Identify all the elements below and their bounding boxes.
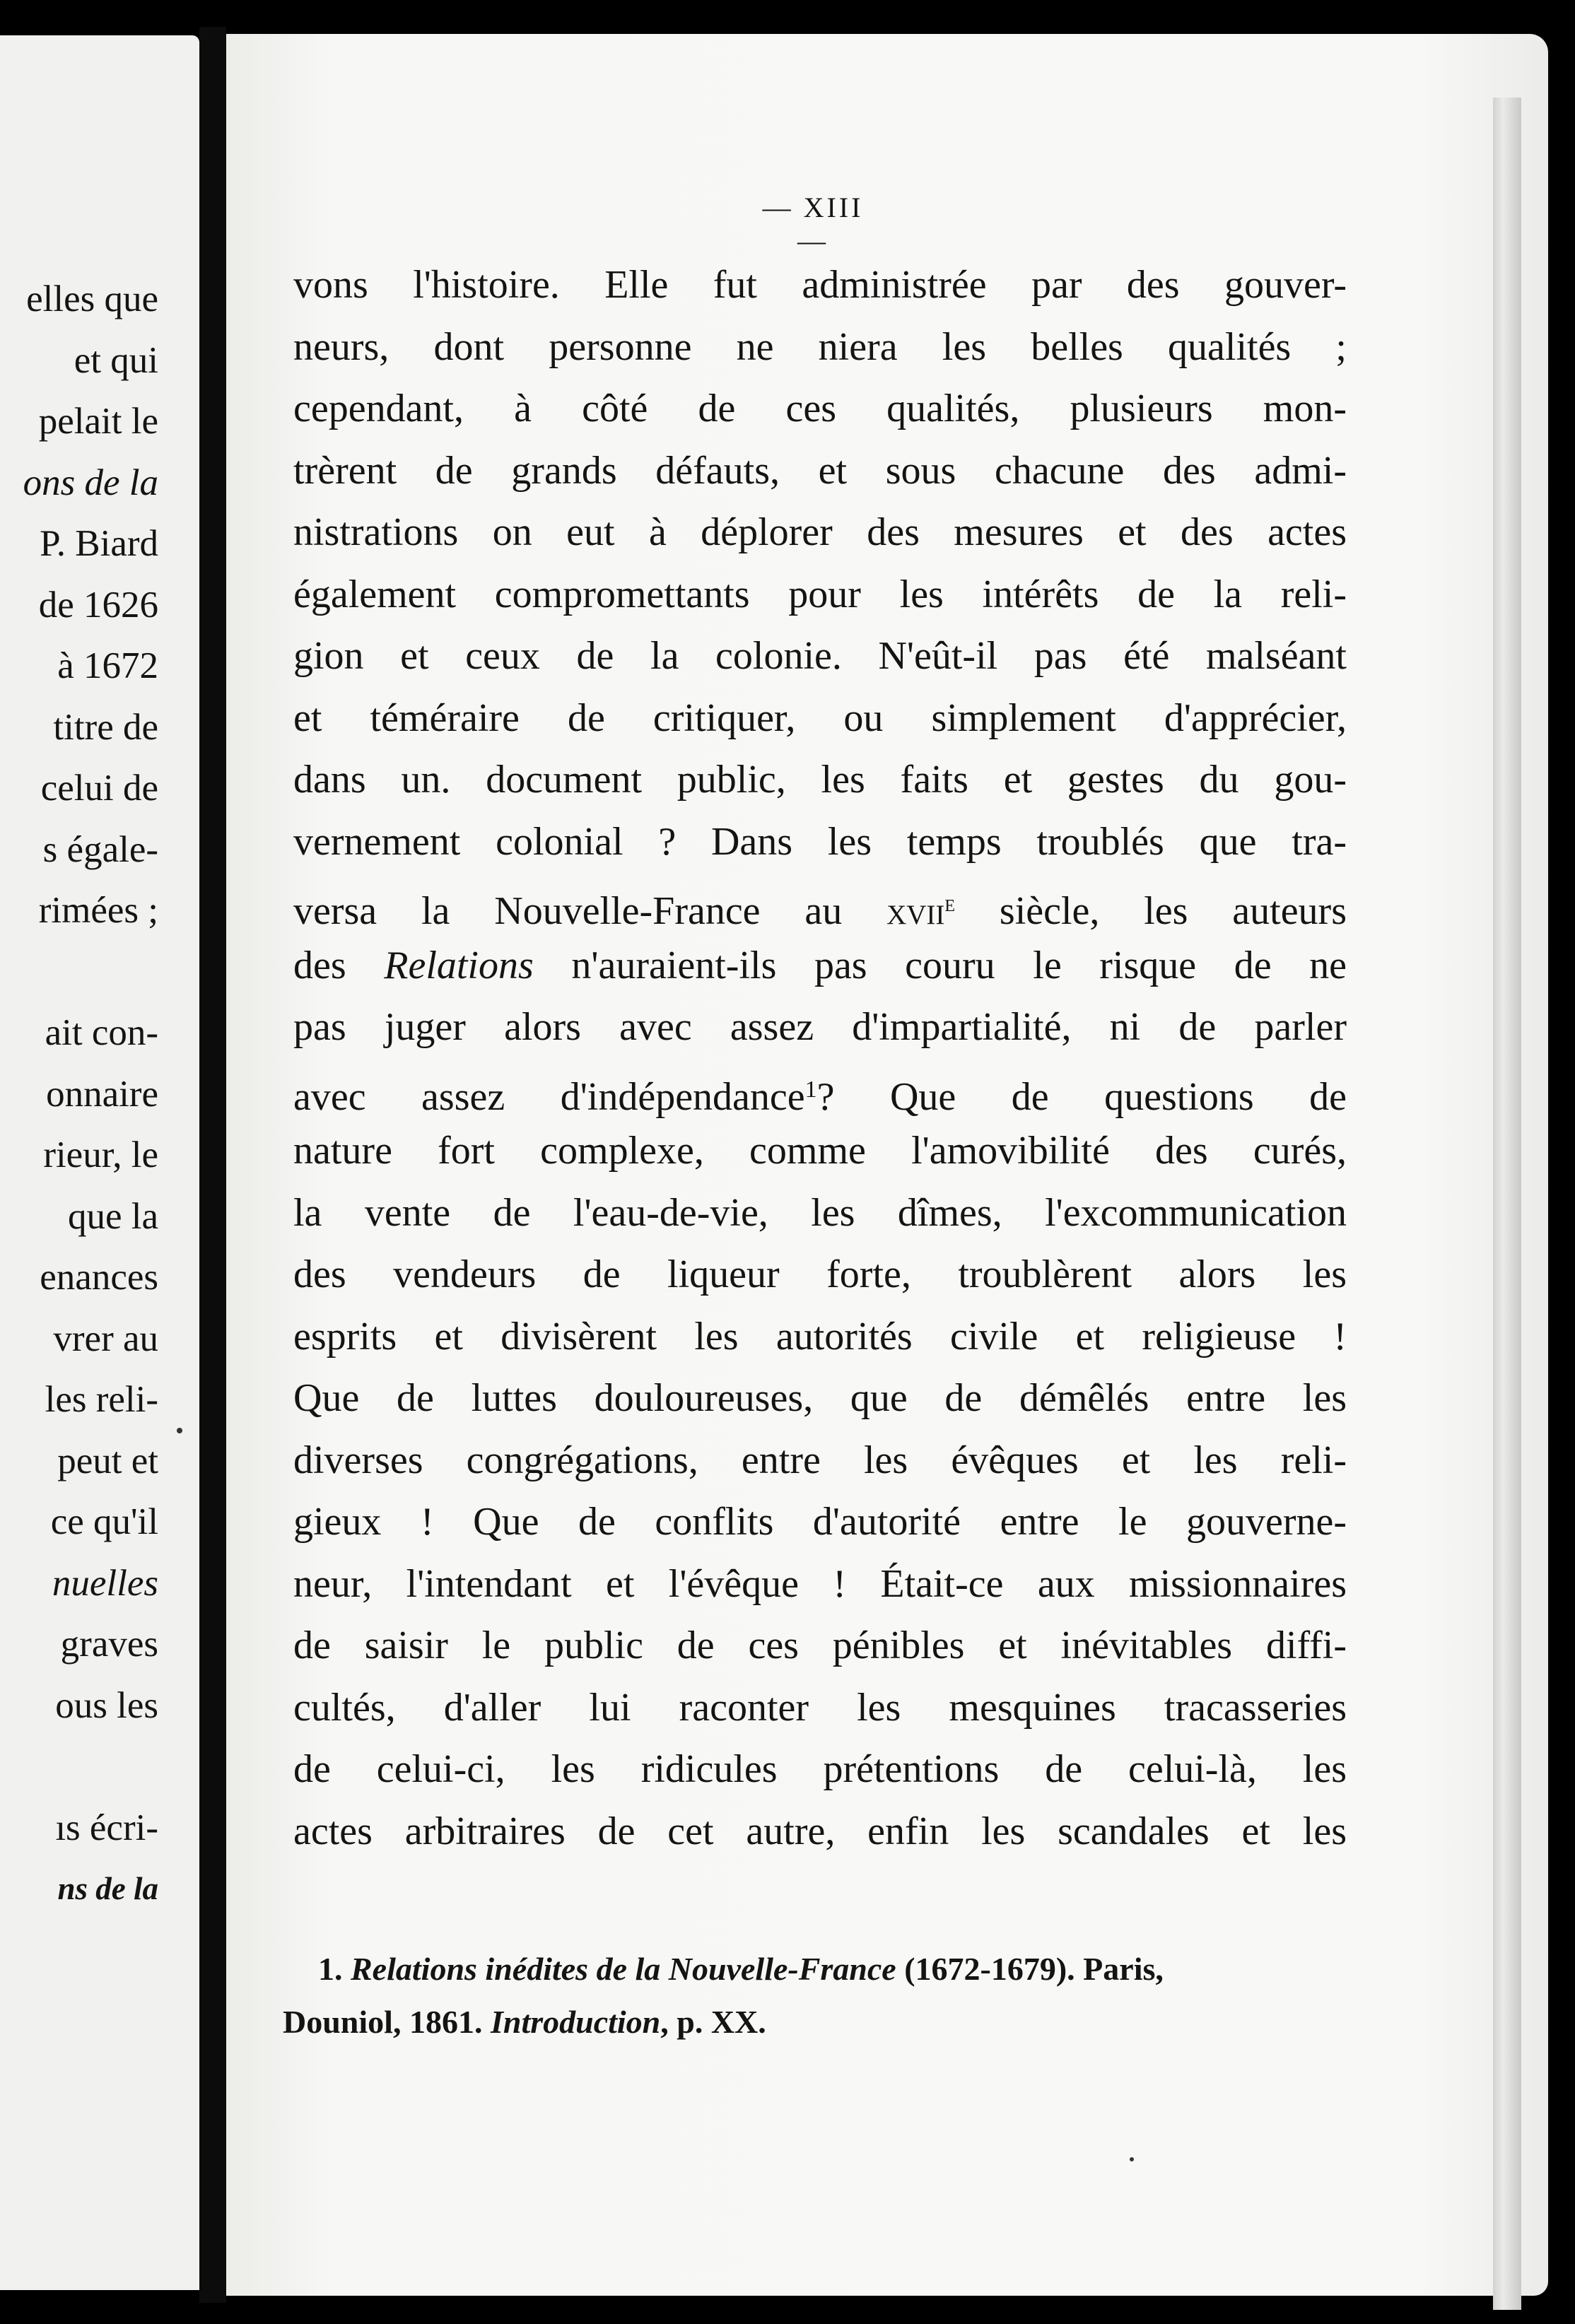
text-line: la vente de l'eau-de-vie, les dîmes, l'excommunication [293,1190,1347,1235]
left-line: rimées ; [38,890,158,931]
left-line: titre de [53,706,158,748]
italic-title: Relations [384,943,534,987]
text-segment: n'auraient-ils pas couru le risque de ne [571,943,1347,987]
left-line: à 1672 [57,645,158,686]
text-segment: versa la Nouvelle-France au [293,889,843,933]
text-line: gieux ! Que de conflits d'autorité entre le gouverne- [293,1500,1347,1544]
century-sup: e [944,891,956,917]
text-segment: siècle, les auteurs [999,889,1347,933]
text-line: de celui-ci, les ridicules prétentions de celui-là, les [293,1747,1347,1791]
footnote [283,1942,1329,2048]
text-line [293,935,1347,997]
footnote-line [283,1995,1329,2048]
left-line: et qui [74,339,158,381]
footnote-number: 1. [318,1951,343,1987]
text-line: trèrent de grands défauts, et sous chacune des admi- [293,448,1347,493]
text-line: neurs, dont personne ne niera les belles qualités ; [293,324,1347,369]
page-number-header: — XIII — [762,192,864,257]
text-segment: des [293,943,346,987]
text-line: nistrations on eut à déplorer des mesures et des actes [293,510,1347,554]
left-line: onnaire [46,1073,158,1115]
text-line: pas juger alors avec assez d'impartialité, ni de parler [293,1005,1347,1049]
left-line: P. Biard [40,523,158,564]
left-line: ons de la [23,462,158,503]
left-line: nuelles [52,1562,158,1604]
footnote-introduction: Introduction [490,2004,661,2040]
ink-speck [1130,2157,1134,2161]
left-line: celui de [40,768,158,809]
ink-speck [177,1428,182,1433]
left-line: les reli- [45,1379,158,1420]
left-footnote-fragment: ns de la [57,1871,158,1906]
text-line: de saisir le public de ces pénibles et inévitables diffi- [293,1624,1347,1667]
text-line: cependant, à côté de ces qualités, plusieurs mon- [293,387,1347,430]
text-line: esprits et divisèrent les autorités civile et religieuse ! [293,1314,1347,1358]
text-line: gion et ceux de la colonie. N'eût-il pas été malséant [293,634,1347,678]
footnote-publisher: Douniol, 1861. [283,2004,483,2040]
left-line: rieur, le [43,1134,158,1175]
page-edge [1493,98,1521,2310]
text-line: cultés, d'aller lui raconter les mesquines tracasseries [293,1685,1347,1730]
footnote-title: Relations inédites de la Nouvelle-France [351,1951,896,1987]
text-line: et téméraire de critiquer, ou simplement d'apprécier, [293,696,1347,740]
left-line: peut et [57,1440,158,1481]
left-line: ıs écri- [55,1807,158,1848]
book-spine [199,27,226,2303]
left-line: ait con- [45,1012,158,1053]
century-numeral [886,889,955,933]
body-text [293,254,1347,1862]
text-line [293,1059,1347,1121]
text-line: actes arbitraires de cet autre, enfin les scandales et les [293,1809,1347,1853]
text-line: dans un. document public, les faits et gestes du gou- [293,758,1347,802]
text-line: vernement colonial ? Dans les temps troublés que tra- [293,819,1347,864]
text-line: neur, l'intendant et l'évêque ! Était-ce aux missionnaires [293,1561,1347,1606]
left-line: s égale- [42,828,158,870]
left-page [0,35,199,2290]
text-line: vons l'histoire. Elle fut administrée par des gouver- [293,263,1347,307]
left-line: pelait le [38,401,158,442]
left-line: enances [40,1257,158,1298]
text-line [293,873,1347,935]
footnote-page-ref: , p. XX. [660,2004,766,2040]
century-text: xvii [886,889,945,933]
left-line: elles que [26,278,158,319]
text-line: diverses congrégations, entre les évêques et les reli- [293,1438,1347,1482]
footnote-marker[interactable]: 1 [804,1076,817,1103]
text-line: des vendeurs de liqueur forte, troublèrent alors les [293,1252,1347,1296]
left-line: graves [60,1624,158,1665]
text-line: nature fort complexe, comme l'amovibilité des curés, [293,1129,1347,1173]
footnote-line [283,1942,1329,1995]
left-line: ous les [55,1684,158,1726]
left-line: de 1626 [38,584,158,626]
text-segment: avec assez d'indépendance [293,1074,805,1119]
left-line: vrer au [53,1317,158,1359]
left-page-text [0,269,158,1920]
text-line: également compromettants pour les intérêts de la reli- [293,572,1347,616]
text-segment: ? Que de questions de [816,1074,1347,1119]
footnote-years: (1672-1679). Paris, [904,1951,1164,1987]
text-line: Que de luttes douloureuses, que de démêlés entre les [293,1376,1347,1420]
left-line: que la [67,1195,158,1237]
left-line: ce qu'il [50,1501,158,1542]
